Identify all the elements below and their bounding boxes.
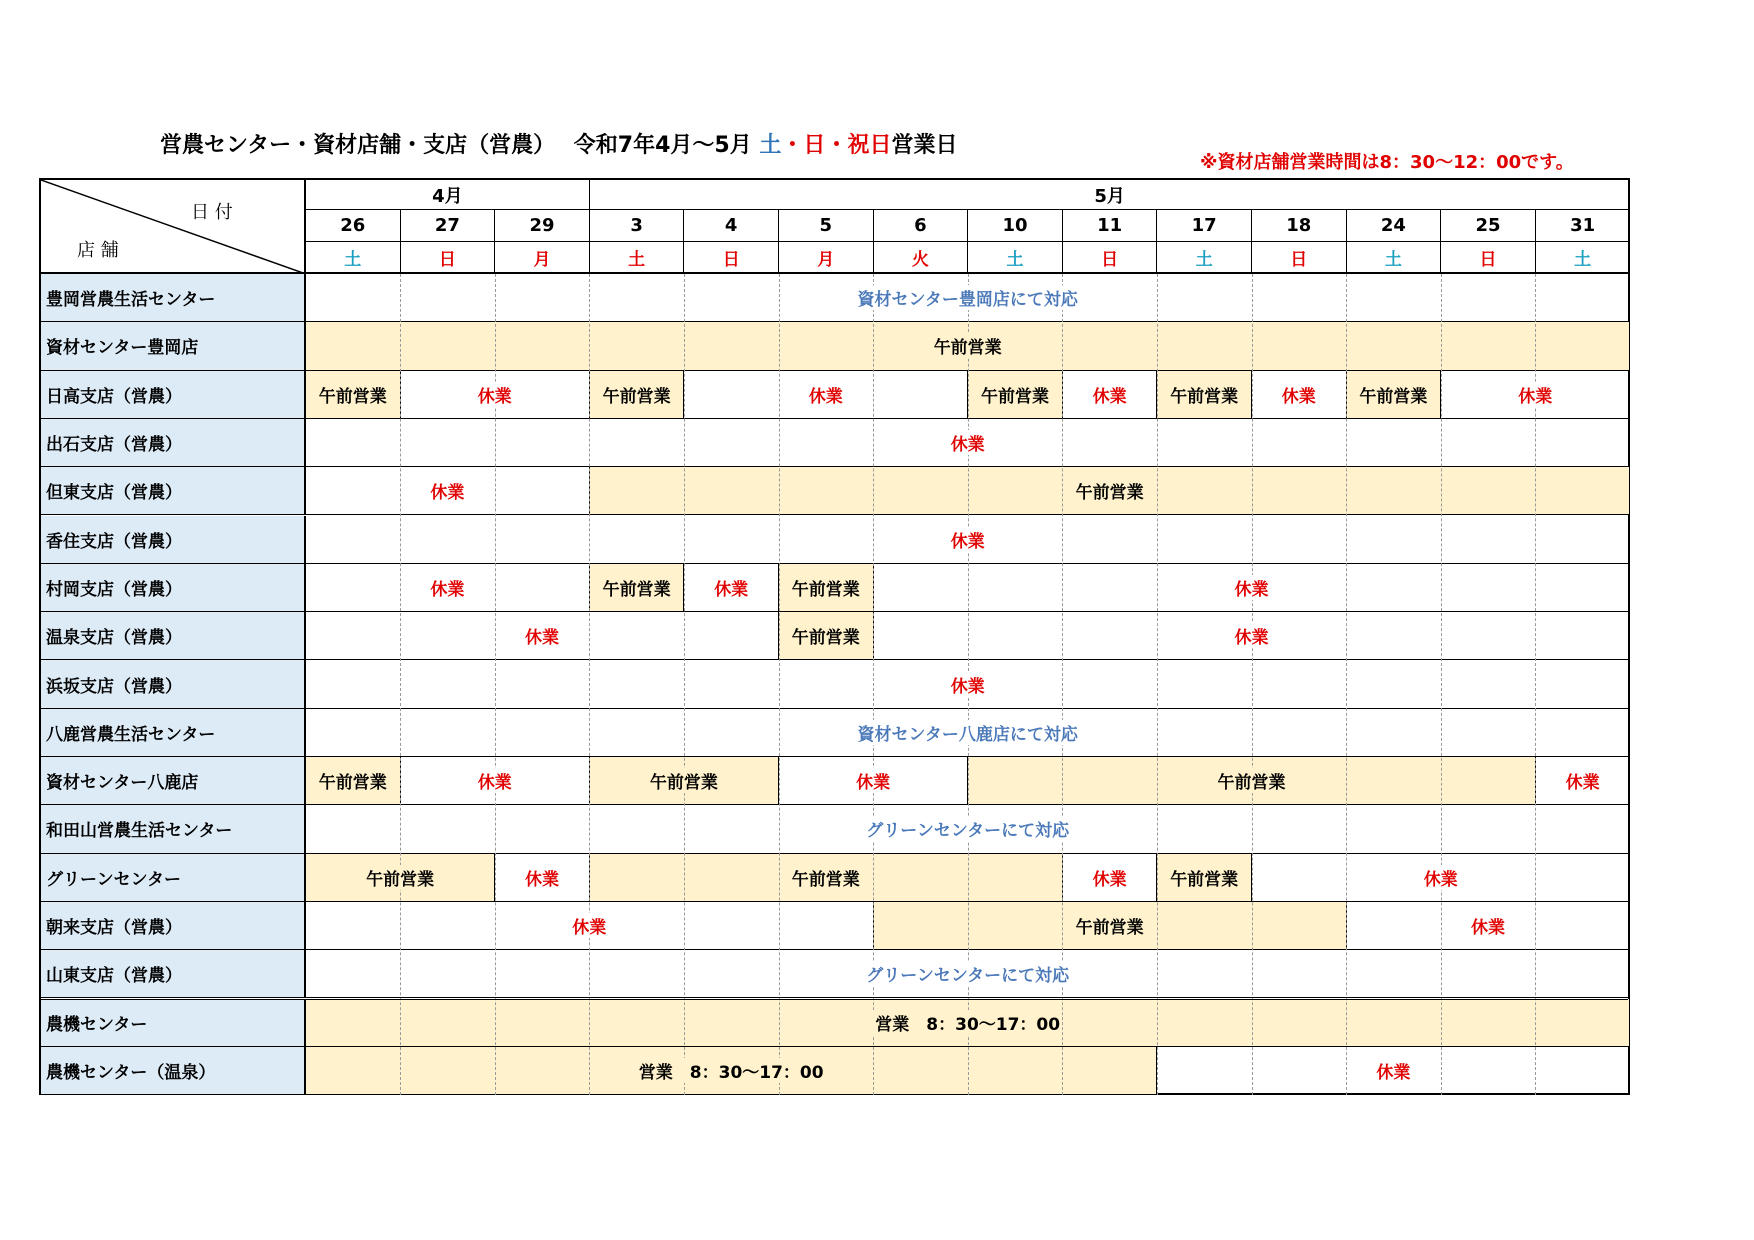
segment-label: 午前営業	[601, 382, 673, 407]
date-label: 5	[819, 215, 833, 236]
date-header	[684, 210, 779, 242]
segment-label: 休業	[712, 575, 750, 600]
weekday-header	[968, 242, 1063, 274]
title-holiday: 祝日	[847, 133, 892, 158]
store-name-label: 和田山営農生活センター	[46, 821, 233, 842]
store-name	[41, 1047, 306, 1095]
weekday-header	[1441, 242, 1536, 274]
segment-label: 午前営業	[648, 768, 720, 793]
month-header	[590, 180, 1631, 210]
segment-label: 午前営業	[1357, 382, 1429, 407]
store-name-label: 出石支店（営農）	[46, 435, 182, 456]
date-header	[1157, 210, 1252, 242]
date-label: 25	[1475, 215, 1501, 236]
date-label: 4	[724, 215, 738, 236]
segment-label: 休業	[807, 382, 845, 407]
weekday-label: 土	[344, 249, 362, 270]
store-name-label: 温泉支店（営農）	[46, 628, 182, 649]
date-header	[968, 210, 1063, 242]
segment-label: 休業	[476, 768, 514, 793]
store-name	[41, 999, 306, 1047]
store-name	[41, 612, 306, 660]
weekday-header	[1157, 242, 1252, 274]
closed-segment	[684, 371, 968, 419]
title-main: 営農センター・資材店舗・支店（営農）	[160, 133, 545, 158]
store-name	[41, 950, 306, 998]
segment-label: 休業	[949, 672, 987, 697]
date-label: 24	[1380, 215, 1406, 236]
weekday-header	[874, 242, 969, 274]
store-name	[41, 516, 306, 564]
title-sep2: ・	[825, 133, 848, 158]
section-divider	[41, 997, 1628, 1000]
segment-label: 午前営業	[1168, 382, 1240, 407]
open-segment	[306, 757, 401, 805]
weekday-label: 土	[1195, 249, 1213, 270]
date-label: 6	[914, 215, 927, 236]
date-label: 31	[1570, 215, 1596, 236]
page-title	[160, 128, 957, 159]
date-header	[1347, 210, 1442, 242]
segment-label: 午前営業	[601, 575, 673, 600]
segment-label: 休業	[1422, 865, 1460, 890]
weekday-label: 土	[1384, 249, 1402, 270]
weekday-label: 月	[817, 249, 835, 270]
open-segment	[1347, 371, 1442, 419]
open-segment	[590, 564, 685, 612]
weekday-header	[779, 242, 874, 274]
closed-segment	[684, 564, 779, 612]
store-name-label: 朝来支店（営農）	[46, 918, 182, 939]
segment-label: 午前営業	[317, 382, 389, 407]
store-name-label: 村岡支店（営農）	[46, 579, 182, 600]
segment-label: 休業	[1232, 623, 1270, 648]
store-name-label: 資材センター八鹿店	[46, 773, 199, 794]
title-sunday: 日	[803, 133, 826, 158]
segment-label: グリーンセンターにて対応	[864, 961, 1071, 986]
closed-segment	[306, 467, 590, 515]
weekday-label: 土	[628, 249, 646, 270]
date-header	[495, 210, 590, 242]
weekday-label: 日	[1101, 249, 1119, 270]
weekday-header	[306, 242, 401, 274]
store-name	[41, 371, 306, 419]
open-segment	[874, 902, 1347, 950]
weekday-header	[495, 242, 590, 274]
month-label: 5月	[1094, 185, 1125, 207]
date-header	[401, 210, 496, 242]
segment-label: 午前営業	[1074, 478, 1146, 503]
store-name-label: 農機センター	[46, 1014, 148, 1035]
corner-date-label: 日 付	[191, 202, 233, 223]
store-name-label: グリーンセンター	[46, 869, 181, 890]
column-guide	[1252, 274, 1253, 1095]
weekday-label: 土	[1574, 249, 1592, 270]
date-header	[306, 210, 401, 242]
closed-segment	[1063, 371, 1158, 419]
segment-label: 午前営業	[790, 575, 862, 600]
segment-label: 休業	[1091, 382, 1129, 407]
segment-label: 休業	[1516, 382, 1554, 407]
weekday-label: 土	[1006, 249, 1024, 270]
store-name	[41, 854, 306, 902]
segment-label: 資材センター八鹿店にて対応	[856, 720, 1080, 745]
date-header	[590, 210, 685, 242]
segment-label: 休業	[523, 623, 561, 648]
weekday-header	[1536, 242, 1631, 274]
segment-label: 休業	[854, 768, 892, 793]
store-name	[41, 419, 306, 467]
weekday-header	[401, 242, 496, 274]
weekday-header	[1063, 242, 1158, 274]
date-header	[1252, 210, 1347, 242]
open-segment	[590, 854, 1063, 902]
weekday-header	[684, 242, 779, 274]
closed-segment	[1347, 902, 1631, 950]
segment-label: 休業	[428, 575, 466, 600]
segment-label: 休業	[428, 478, 466, 503]
title-saturday: 土	[759, 133, 782, 158]
open-segment	[590, 371, 685, 419]
column-guide	[589, 274, 590, 1095]
segment-label: 午前営業	[979, 382, 1051, 407]
date-label: 11	[1097, 215, 1123, 236]
open-segment	[306, 371, 401, 419]
column-guide	[400, 274, 401, 1095]
store-name-label: 日高支店（営農）	[46, 386, 182, 407]
title-period: 令和7年4月～5月	[573, 133, 760, 158]
segment-label: 午前営業	[932, 333, 1004, 358]
corner-store-label: 店 舗	[77, 240, 119, 261]
weekday-label: 日	[722, 249, 740, 270]
weekday-label: 火	[911, 249, 929, 270]
segment-label: 休業	[1091, 865, 1129, 890]
store-name	[41, 709, 306, 757]
segment-label: 休業	[523, 865, 561, 890]
column-guide	[1157, 274, 1158, 1095]
store-name	[41, 902, 306, 950]
store-name-label: 但東支店（営農）	[46, 483, 182, 504]
open-segment	[1157, 371, 1252, 419]
segment-label: 休業	[1469, 913, 1507, 938]
store-name	[41, 322, 306, 370]
date-header	[874, 210, 969, 242]
segment-label: 資材センター豊岡店にて対応	[856, 285, 1080, 310]
store-name-label: 香住支店（営農）	[46, 531, 182, 552]
weekday-label: 日	[1479, 249, 1497, 270]
segment-label: 休業	[1564, 768, 1602, 793]
segment-label: 午前営業	[364, 865, 436, 890]
segment-label: 休業	[476, 382, 514, 407]
closed-segment	[495, 854, 590, 902]
title-suffix: 営業日	[891, 133, 958, 158]
date-label: 29	[529, 215, 555, 236]
segment-label: 休業	[1280, 382, 1318, 407]
date-header	[1441, 210, 1536, 242]
closed-segment	[306, 612, 779, 660]
store-name	[41, 564, 306, 612]
date-header	[1536, 210, 1631, 242]
month-header	[306, 180, 590, 210]
segment-label: 午前営業	[1074, 913, 1146, 938]
segment-label: 営業 8：30～17：00	[873, 1010, 1062, 1035]
segment-label: 午前営業	[790, 865, 862, 890]
column-guide	[779, 274, 780, 1095]
store-name-label: 浜坂支店（営農）	[46, 676, 182, 697]
weekday-header	[590, 242, 685, 274]
segment-label: 午前営業	[790, 623, 862, 648]
hours-note: ※資材店舗営業時間は8：30～12：00です。	[1200, 152, 1574, 173]
segment-label: グリーンセンターにて対応	[864, 816, 1071, 841]
column-guide	[1346, 274, 1347, 1095]
date-label: 26	[340, 215, 366, 236]
segment-label: 休業	[949, 527, 987, 552]
open-segment	[1157, 854, 1252, 902]
closed-segment	[1536, 757, 1631, 805]
weekday-label: 日	[438, 249, 456, 270]
store-name-label: 農機センター（温泉）	[46, 1062, 216, 1083]
date-label: 27	[434, 215, 460, 236]
segment-label: 休業	[1374, 1058, 1412, 1083]
store-name-label: 山東支店（営農）	[46, 966, 182, 987]
store-name	[41, 757, 306, 805]
column-guide	[1441, 274, 1442, 1095]
segment-label: 休業	[1232, 575, 1270, 600]
date-header	[779, 210, 874, 242]
open-segment	[779, 612, 874, 660]
open-segment	[590, 467, 1631, 515]
open-segment	[968, 371, 1063, 419]
weekday-label: 月	[533, 249, 551, 270]
date-label: 10	[1002, 215, 1028, 236]
date-label: 3	[630, 215, 643, 236]
month-label: 4月	[432, 185, 463, 207]
date-label: 17	[1191, 215, 1217, 236]
segment-label: 午前営業	[1168, 865, 1240, 890]
title-sep1: ・	[781, 133, 804, 158]
open-segment	[306, 1047, 1157, 1095]
store-name	[41, 660, 306, 708]
weekday-label: 日	[1290, 249, 1308, 270]
store-name	[41, 467, 306, 515]
store-name-label: 豊岡営農生活センター	[46, 290, 216, 311]
date-label: 18	[1286, 215, 1312, 236]
date-header	[1063, 210, 1158, 242]
segment-label: 午前営業	[317, 768, 389, 793]
header-corner	[41, 180, 306, 274]
closed-segment	[306, 564, 590, 612]
schedule-table	[39, 178, 1630, 1095]
open-segment	[779, 564, 874, 612]
closed-segment	[1252, 371, 1347, 419]
store-name-label: 資材センター豊岡店	[46, 338, 199, 359]
store-name	[41, 805, 306, 853]
segment-label: 営業 8：30～17：00	[637, 1058, 826, 1083]
closed-segment	[1063, 854, 1158, 902]
segment-label: 午前営業	[1215, 768, 1287, 793]
closed-segment	[1157, 1047, 1630, 1095]
store-name-label: 八鹿営農生活センター	[46, 724, 216, 745]
weekday-header	[1252, 242, 1347, 274]
weekday-header	[1347, 242, 1442, 274]
column-guide	[684, 274, 685, 1095]
segment-label: 休業	[570, 913, 608, 938]
store-name	[41, 274, 306, 322]
segment-label: 休業	[949, 430, 987, 455]
